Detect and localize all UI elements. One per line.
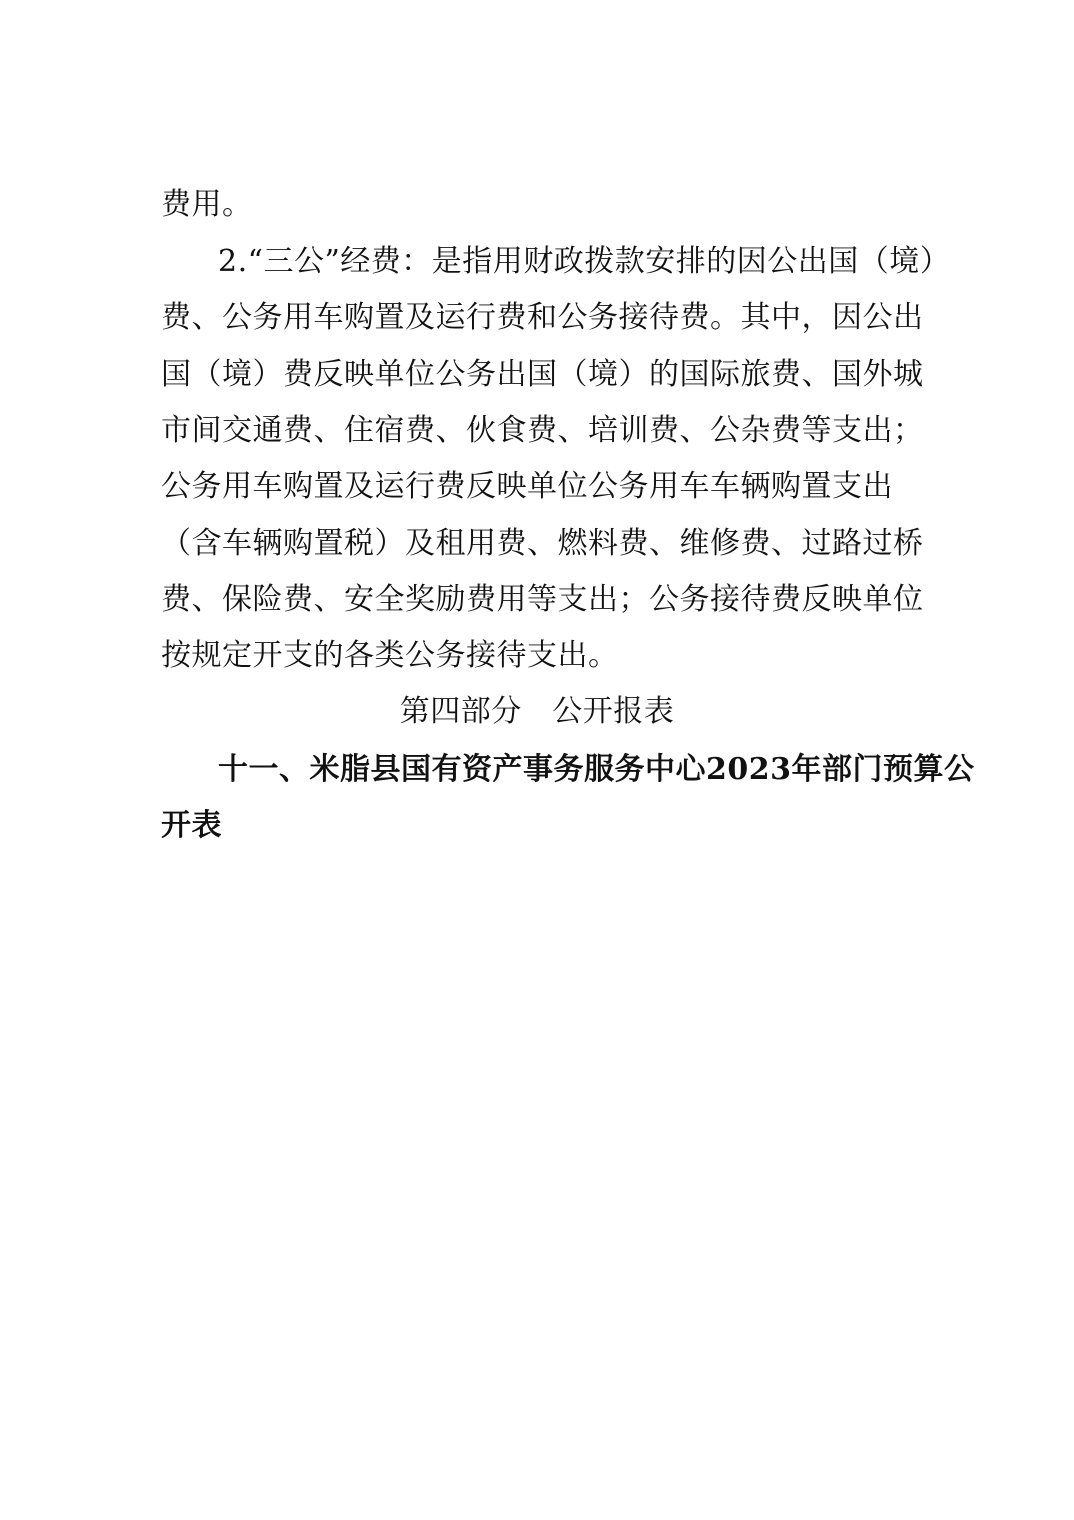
paragraph-2-line-4: 市间交通费、住宿费、伙食费、培训费、公杂费等支出； (161, 413, 924, 448)
subsection-title-line-1: 十一、米脂县国有资产事务服务中心2023年部门预算公 (218, 752, 975, 787)
paragraph-2-line-8: 按规定开支的各类公务接待支出。 (161, 638, 619, 673)
paragraph-2-line-3: 国（境）费反映单位公务出国（境）的国际旅费、国外城 (161, 357, 924, 392)
section-heading: 第四部分 公开报表 (399, 694, 675, 729)
paragraph-2-line-7: 费、保险费、安全奖励费用等支出；公务接待费反映单位 (161, 582, 924, 617)
paragraph-2-line-5: 公务用车购置及运行费反映单位公务用车车辆购置支出 (161, 469, 893, 504)
subsection-title-line-2: 开表 (161, 808, 222, 843)
paragraph-2-line-6: （含车辆购置税）及租用费、燃料费、维修费、过路过桥 (161, 526, 924, 561)
paragraph-1-line-1: 费用。 (161, 187, 253, 222)
paragraph-2-line-1: 2.“三公”经费：是指用财政拨款安排的因公出国（境） (218, 244, 951, 279)
paragraph-2-line-2: 费、公务用车购置及运行费和公务接待费。其中，因公出 (161, 300, 924, 335)
